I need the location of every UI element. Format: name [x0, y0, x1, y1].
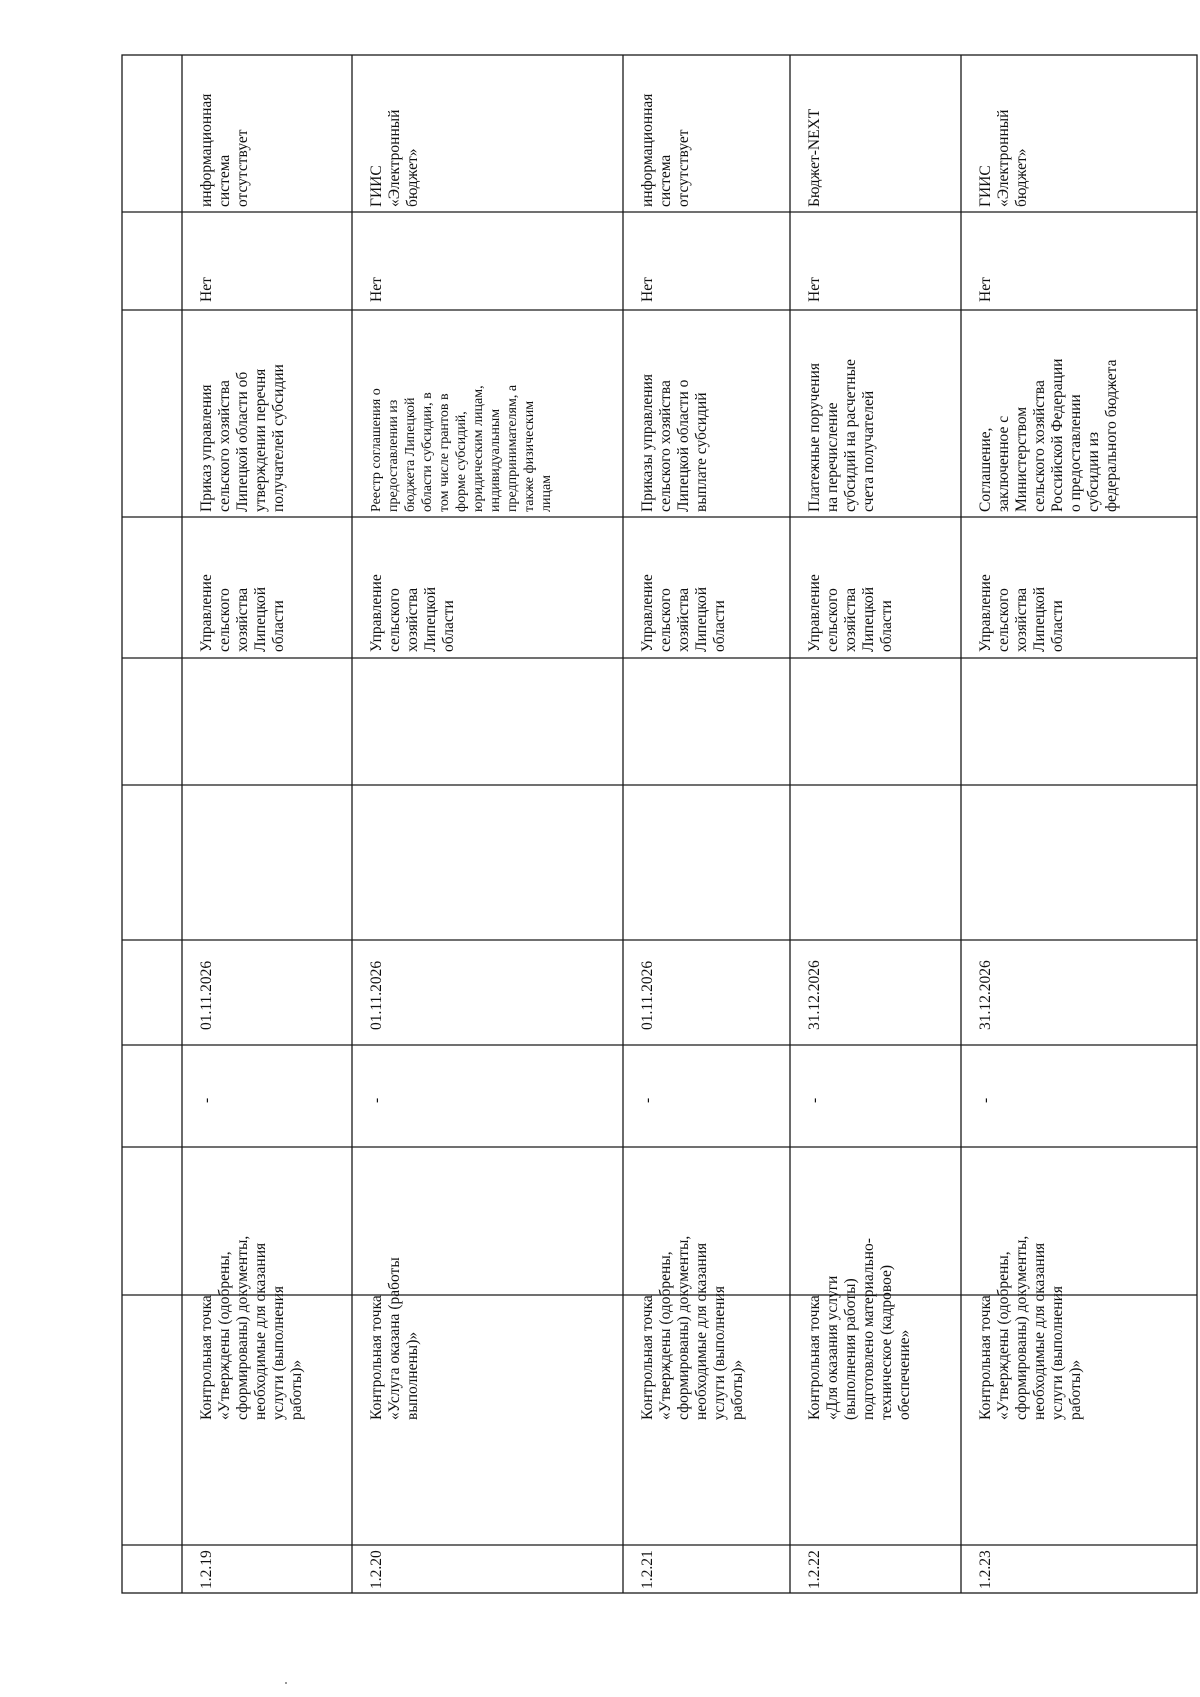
start-date: - [977, 1097, 994, 1103]
check-value: Нет [198, 277, 215, 302]
event-name: Контрольная точка «Для оказания услуги (выполнения работы) подготовлено материально- техническое (кадровое) обеспечение» [806, 1238, 913, 1420]
row-number: 1.2.20 [368, 1550, 385, 1589]
start-date: - [806, 1097, 823, 1103]
responsible-executor: Управление сельского хозяйства Липецкой области [198, 574, 287, 652]
confirming-document: Приказ управления сельского хозяйства Липецкой области об утверждении перечня получателей субсидии [198, 364, 287, 512]
responsible-executor: Управление сельского хозяйства Липецкой области [806, 574, 895, 652]
check-value: Нет [806, 277, 823, 302]
information-system: информационная система отсутствует [198, 93, 251, 207]
row-number: 1.2.23 [977, 1550, 994, 1589]
confirming-document: Приказы управления сельского хозяйства Липецкой области о выплате субсидий [639, 374, 710, 512]
confirming-document: Реестр соглашения о предоставлении из бюджета Липецкой области субсидии, в том числе грантов в форме субсидий, юридическим лицам, индивидуальным предпринимателям, а также физическим лицам [369, 384, 554, 512]
information-system: информационная система отсутствует [639, 93, 692, 207]
check-value: Нет [977, 277, 994, 302]
end-date: 01.11.2026 [368, 960, 385, 1030]
information-system: ГИИС «Электронный бюджет» [977, 109, 1030, 207]
start-date: - [198, 1097, 215, 1103]
check-value: Нет [368, 277, 385, 302]
event-name: Контрольная точка «Утверждены (одобрены, сформированы) документы, необходимые для оказания услуги (выполнения работы)» [977, 1235, 1084, 1420]
end-date: 01.11.2026 [198, 960, 215, 1030]
row-number: 1.2.21 [639, 1550, 656, 1589]
responsible-executor: Управление сельского хозяйства Липецкой области [368, 574, 457, 652]
responsible-executor: Управление сельского хозяйства Липецкой области [977, 574, 1066, 652]
confirming-document: Соглашение, заключенное с Министерством сельского хозяйства Российской Федерации о предоставлении субсидии из федерального бюджета [977, 358, 1120, 512]
start-date: - [639, 1097, 656, 1103]
row-number: 1.2.19 [198, 1550, 215, 1589]
end-date: 31.12.2026 [806, 960, 823, 1030]
responsible-executor: Управление сельского хозяйства Липецкой области [639, 574, 728, 652]
scan-speck [285, 1682, 287, 1684]
event-name: Контрольная точка «Услуга оказана (работы выполнены)» [368, 1257, 421, 1420]
end-date: 01.11.2026 [639, 960, 656, 1030]
check-value: Нет [639, 277, 656, 302]
row-number: 1.2.22 [806, 1550, 823, 1589]
confirming-document: Платежные поручения на перечисление субсидий на расчетные счета получателей [806, 359, 877, 512]
information-system: ГИИС «Электронный бюджет» [368, 109, 421, 207]
information-system: Бюджет-NEXT [806, 108, 823, 207]
event-name: Контрольная точка «Утверждены (одобрены, сформированы) документы, необходимые для оказания услуги (выполнения работы)» [639, 1235, 746, 1420]
start-date: - [368, 1097, 385, 1103]
event-name: Контрольная точка «Утверждены (одобрены, сформированы) документы, необходимые для оказания услуги (выполнения работы)» [198, 1235, 305, 1420]
end-date: 31.12.2026 [977, 960, 994, 1030]
